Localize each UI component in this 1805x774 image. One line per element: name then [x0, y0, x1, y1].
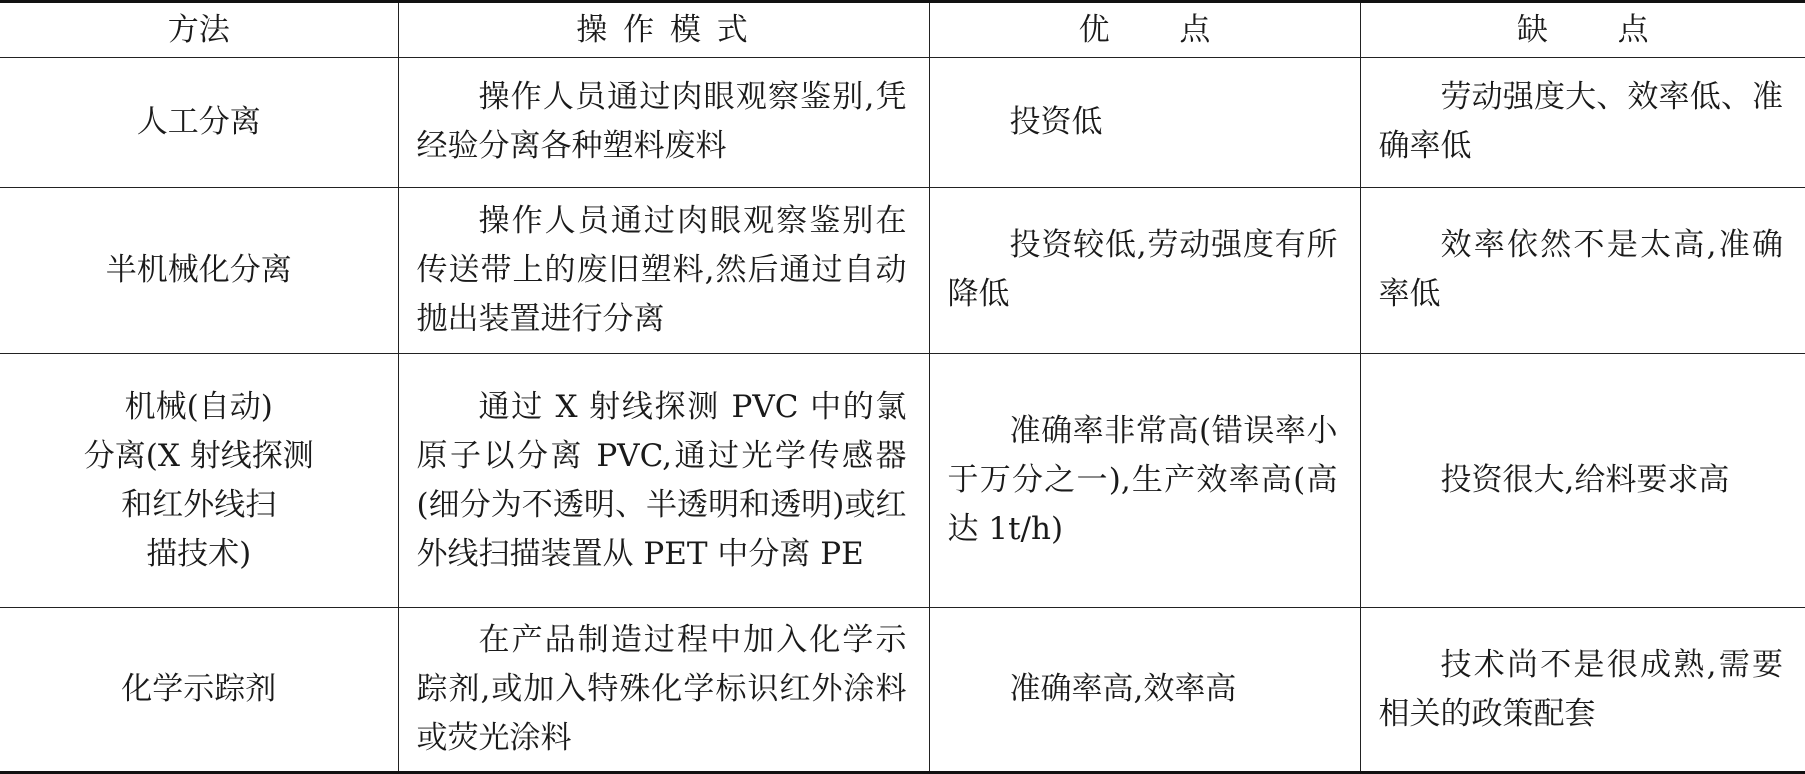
- disadvantage-text: 效率依然不是太高,准确率低: [1378, 227, 1783, 313]
- advantage-text: 准确率高,效率高: [1009, 671, 1237, 708]
- operation-mode-text: 通过 X 射线探测 PVC 中的氯原子以分离 PVC,通过光学传感器(细分为不透明、半透明和透明)或红外线扫描装置从 PET 中分离 PE: [416, 388, 907, 572]
- method-line: 描技术): [146, 535, 252, 572]
- header-disadvantages: 缺 点: [1360, 2, 1805, 58]
- operation-mode-cell: [398, 608, 929, 773]
- advantage-cell: [929, 58, 1360, 187]
- header-advantages: 优 点: [929, 2, 1360, 58]
- operation-mode-cell: [398, 187, 929, 354]
- method-cell: 化学示踪剂: [0, 608, 398, 773]
- table-row: [0, 58, 1805, 187]
- advantage-text: 准确率非常高(错误率小于万分之一),生产效率高(高达 1t/h): [947, 413, 1338, 548]
- disadvantage-cell: [1360, 608, 1805, 773]
- operation-mode-text: 在产品制造过程中加入化学示踪剂,或加入特殊化学标识红外涂料或荧光涂料: [416, 622, 907, 757]
- header-row: [0, 2, 1805, 58]
- disadvantage-text: 投资很大,给料要求高: [1440, 462, 1730, 499]
- table-row: [0, 187, 1805, 354]
- disadvantage-text: 技术尚不是很成熟,需要相关的政策配套: [1378, 646, 1783, 732]
- disadvantage-cell: [1360, 58, 1805, 187]
- header-operation-mode: 操 作 模 式: [398, 2, 929, 58]
- operation-mode-text: 操作人员通过肉眼观察鉴别,凭经验分离各种塑料废料: [416, 79, 907, 165]
- method-cell: 半机械化分离: [0, 187, 398, 354]
- method-cell: 人工分离: [0, 58, 398, 187]
- table-row: [0, 608, 1805, 773]
- method-line: 机械(自动): [124, 388, 273, 425]
- header-method: 方法: [0, 2, 398, 58]
- operation-mode-cell: [398, 58, 929, 187]
- disadvantage-text: 劳动强度大、效率低、准确率低: [1378, 79, 1783, 165]
- advantage-cell: [929, 354, 1360, 608]
- method-cell: [0, 354, 398, 608]
- method-line: 分离(X 射线探测: [83, 437, 314, 474]
- advantage-text: 投资低: [1009, 103, 1103, 140]
- advantage-cell: [929, 187, 1360, 354]
- disadvantage-cell: [1360, 187, 1805, 354]
- advantage-cell: [929, 608, 1360, 773]
- disadvantage-cell: [1360, 354, 1805, 608]
- operation-mode-cell: [398, 354, 929, 608]
- method-line: 和红外线扫: [121, 486, 277, 523]
- advantage-text: 投资较低,劳动强度有所降低: [947, 227, 1338, 313]
- table-row: [0, 354, 1805, 608]
- operation-mode-text: 操作人员通过肉眼观察鉴别在传送带上的废旧塑料,然后通过自动抛出装置进行分离: [416, 202, 907, 337]
